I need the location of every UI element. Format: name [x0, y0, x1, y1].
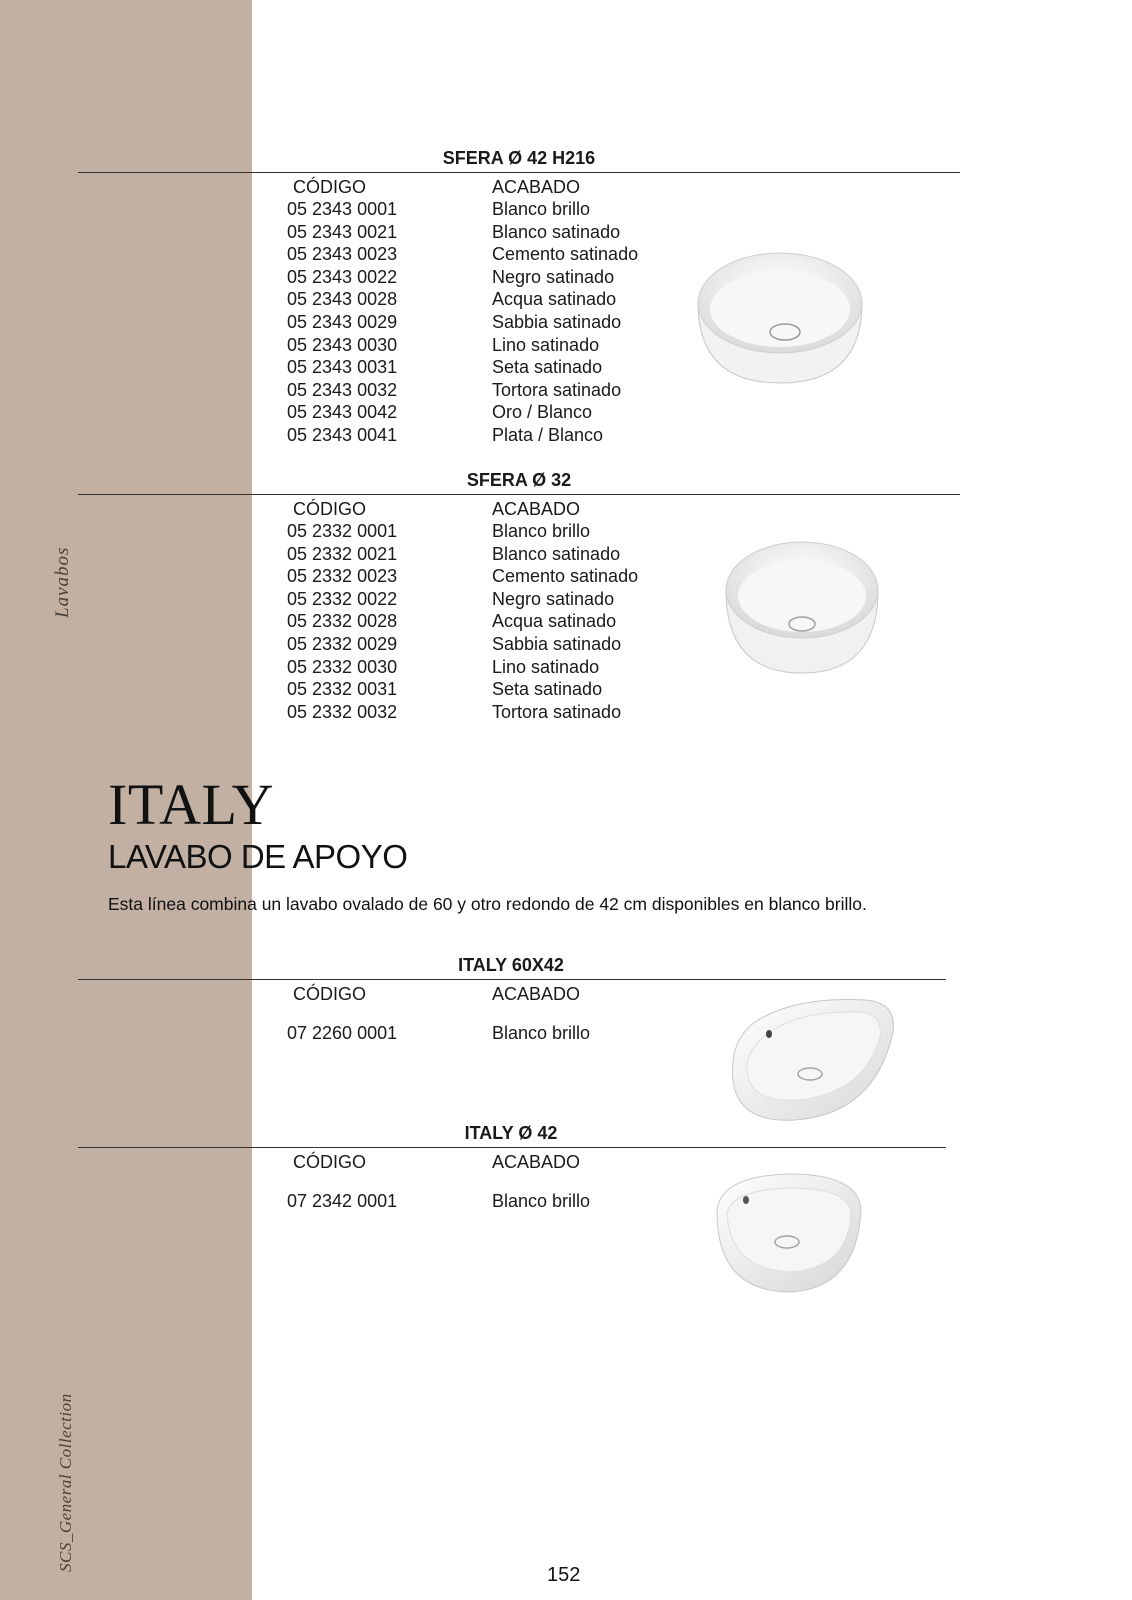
- row-finish: Seta satinado: [492, 357, 603, 378]
- row-code: 05 2332 0029: [287, 634, 398, 654]
- row-finish: Blanco satinado: [492, 221, 621, 242]
- row-code: 05 2343 0030: [287, 334, 398, 355]
- row-finish: Negro satinado: [492, 588, 615, 609]
- row-code: 05 2343 0022: [287, 266, 398, 287]
- italy42-finish-header: ACABADO: [492, 1152, 581, 1172]
- row-code: 05 2343 0031: [287, 357, 398, 378]
- row-finish: Blanco brillo: [492, 521, 591, 541]
- row-finish: Sabbia satinado: [492, 312, 622, 332]
- sfera32-basin-image: [722, 540, 882, 675]
- italy42-basin-image: [713, 1170, 863, 1295]
- row-finish: Tortora satinado: [492, 379, 622, 400]
- sfera42-code-header: CÓDIGO: [293, 177, 367, 197]
- row-code: 05 2343 0001: [287, 199, 398, 219]
- row-code: 05 2332 0030: [287, 656, 398, 677]
- row-finish: Sabbia satinado: [492, 634, 622, 654]
- italy42-code-header: CÓDIGO: [293, 1152, 367, 1172]
- row-code: 05 2332 0028: [287, 611, 398, 632]
- sfera42-finish-header: ACABADO: [492, 177, 581, 197]
- sfera32-finish-header: ACABADO: [492, 499, 581, 519]
- italy-subtitle: LAVABO DE APOYO: [108, 838, 408, 875]
- italy60-finish: Blanco brillo: [492, 1023, 591, 1043]
- italy42-finish: Blanco brillo: [492, 1191, 591, 1211]
- sfera42-rule: [78, 172, 960, 173]
- row-finish: Blanco satinado: [492, 543, 621, 564]
- row-code: 05 2332 0022: [287, 588, 398, 609]
- sfera32-title: SFERA Ø 32: [466, 470, 572, 490]
- row-finish: Oro / Blanco: [492, 402, 593, 423]
- row-code: 05 2343 0032: [287, 379, 398, 400]
- row-finish: Lino satinado: [492, 334, 600, 355]
- italy60-code: 07 2260 0001: [287, 1023, 398, 1043]
- row-code: 05 2343 0023: [287, 244, 398, 265]
- row-finish: Acqua satinado: [492, 611, 617, 632]
- row-finish: Lino satinado: [492, 656, 600, 677]
- row-code: 05 2332 0001: [287, 521, 398, 541]
- italy42-code: 07 2342 0001: [287, 1191, 398, 1211]
- section-label: Lavabos: [52, 546, 73, 618]
- italy60-code-header: CÓDIGO: [293, 984, 367, 1004]
- row-finish: Acqua satinado: [492, 289, 617, 310]
- sfera42-title: SFERA Ø 42 H216: [442, 148, 596, 168]
- row-code: 05 2343 0028: [287, 289, 398, 310]
- collection-label: SCS_General Collection: [56, 1393, 75, 1572]
- italy60-title: ITALY 60X42: [458, 955, 564, 975]
- row-finish: Negro satinado: [492, 266, 615, 287]
- italy60-rule: [78, 979, 946, 980]
- row-code: 05 2343 0041: [287, 425, 398, 445]
- italy42-title: ITALY Ø 42: [464, 1123, 558, 1143]
- row-code: 05 2332 0021: [287, 543, 398, 564]
- italy60-finish-header: ACABADO: [492, 984, 581, 1004]
- row-finish: Cemento satinado: [492, 244, 639, 265]
- row-finish: Blanco brillo: [492, 199, 591, 219]
- row-finish: Plata / Blanco: [492, 425, 604, 445]
- sfera32-rule: [78, 494, 960, 495]
- italy-description: Esta línea combina un lavabo ovalado de 60 y otro redondo de 42 cm disponibles en blanco brillo.: [108, 894, 867, 914]
- row-code: 05 2343 0042: [287, 402, 398, 423]
- sfera32-code-header: CÓDIGO: [293, 499, 367, 519]
- row-code: 05 2332 0023: [287, 566, 398, 587]
- sfera42-basin-image: [690, 245, 870, 385]
- row-finish: Cemento satinado: [492, 566, 639, 587]
- italy-title: ITALY: [108, 772, 274, 837]
- row-code: 05 2343 0029: [287, 312, 398, 332]
- italy60-basin-image: [725, 992, 900, 1127]
- row-finish: Seta satinado: [492, 679, 603, 700]
- row-finish: Tortora satinado: [492, 701, 622, 722]
- row-code: 05 2332 0031: [287, 679, 398, 700]
- page-number: 152: [547, 1564, 581, 1586]
- italy42-rule: [78, 1147, 946, 1148]
- row-code: 05 2343 0021: [287, 221, 398, 242]
- row-code: 05 2332 0032: [287, 701, 398, 722]
